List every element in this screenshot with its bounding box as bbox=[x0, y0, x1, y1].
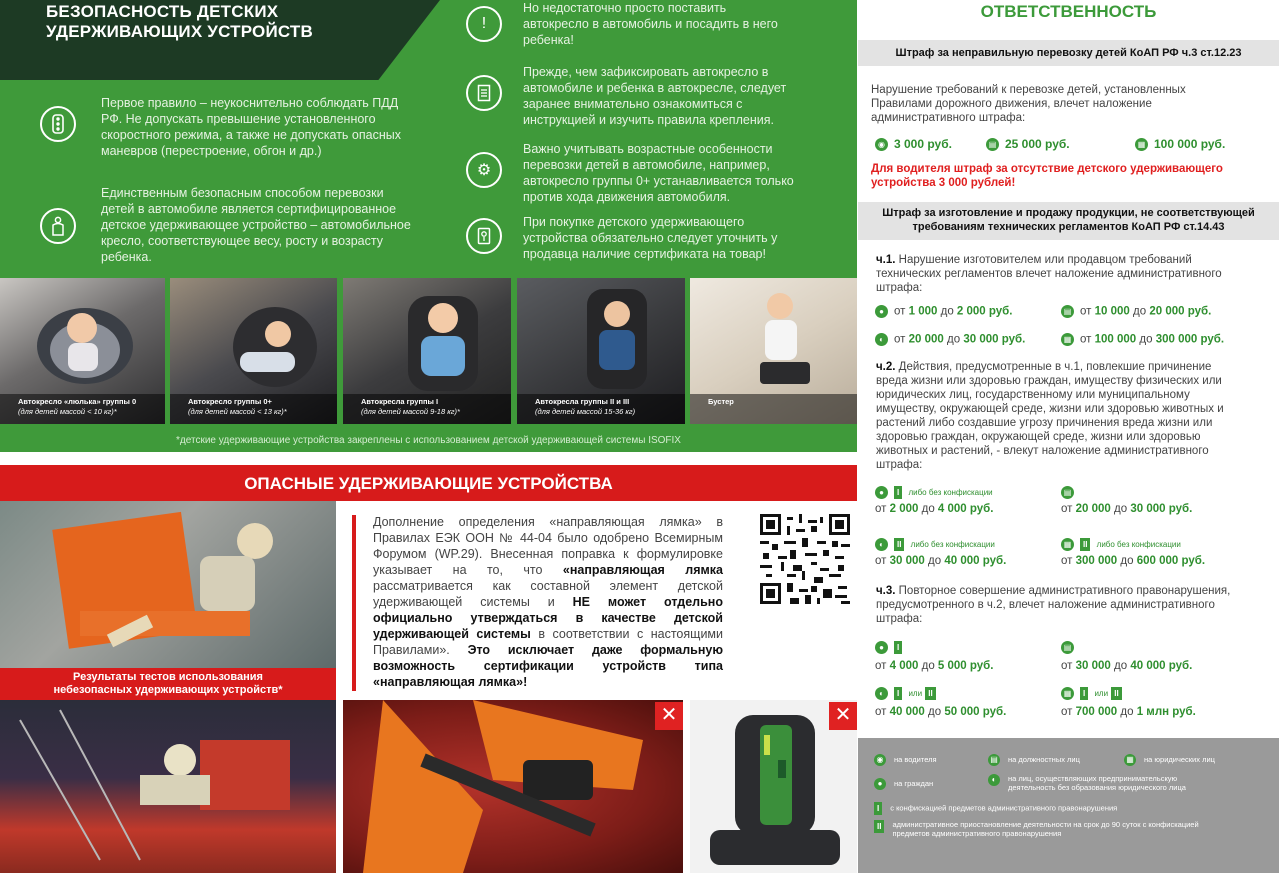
c1-fine-officials: ▤ от 10 000 до 20 000 руб. bbox=[1061, 305, 1211, 318]
seat-photo-group0plus bbox=[170, 278, 337, 424]
danger-title: ОПАСНЫЕ УДЕРЖИВАЮЩИЕ УСТРОЙСТВА bbox=[0, 465, 857, 501]
legend-confiscation: I с конфискацией предметов административного правонарушения bbox=[874, 802, 1117, 815]
legend-driver: ◉ на водителя bbox=[874, 754, 937, 766]
briefcase-icon: ▤ bbox=[986, 138, 999, 151]
c3-badge-entrepreneurs: ◐ I или II bbox=[875, 687, 939, 700]
briefcase-icon: ▤ bbox=[1061, 641, 1074, 654]
fine-strip-14-43: Штраф за изготовление и продажу продукции, не соответствующей требованиям технических регламентов КоАП РФ ст.14.43 bbox=[858, 202, 1279, 240]
safety-title-line-2: УДЕРЖИВАЮЩИХ УСТРОЙСТВ bbox=[46, 22, 313, 41]
safety-title bbox=[46, 2, 313, 42]
rule-paragraph-5: Важно учитывать возрастные особенности перевозки детей в автомобиле, например, автокресло группы 0+ устанавливается только против хода движения автомобиля. bbox=[523, 142, 794, 204]
c2-fine-officials: от 20 000 до 30 000 руб. bbox=[1061, 503, 1193, 515]
driver-warning: Для водителя штраф за отсутствие детского удерживающего устройства 3 000 рублей! bbox=[871, 163, 1223, 189]
c1-fine-legal: ▦ от 100 000 до 300 000 руб. bbox=[1061, 333, 1224, 346]
legend-suspension: II административное приостановление деятельности на срок до 90 суток с конфискацией предметов административного правонарушения bbox=[874, 820, 1234, 838]
steering-wheel-icon: ◉ bbox=[874, 754, 886, 766]
responsibility-title: ОТВЕТСТВЕННОСТЬ bbox=[980, 2, 1157, 21]
c3-badge-legal: ▦ I или II bbox=[1061, 687, 1125, 700]
exclamation-icon: ! bbox=[466, 6, 502, 42]
person-icon: ● bbox=[875, 641, 888, 654]
fine-strip-12-23: Штраф за неправильную перевозку детей КоАП РФ ч.3 ст.12.23 bbox=[858, 40, 1279, 66]
certificate-icon bbox=[466, 218, 502, 254]
rule-paragraph-2: Единственным безопасным способом перевозки детей в автомобиле является сертифицированное детское удерживающее устройство – автомобильное кресло, соответствующее весу, росту и возрасту ребенка. bbox=[101, 186, 411, 264]
seat-caption: Бустер bbox=[690, 394, 857, 424]
c2-fine-legal: от 300 000 до 600 000 руб. bbox=[1061, 555, 1206, 567]
briefcase-icon: ▤ bbox=[1061, 486, 1074, 499]
seat-caption: Автокресло «люлька» группы 0 (для детей массой < 10 кг)* bbox=[0, 394, 165, 424]
c3-fine-legal: от 700 000 до 1 млн руб. bbox=[1061, 706, 1196, 718]
accent-line bbox=[352, 515, 356, 691]
c1-fine-entrepreneurs: ◐ от 20 000 до 30 000 руб. bbox=[875, 333, 1025, 346]
entrepreneur-icon: ◐ bbox=[875, 333, 888, 346]
rule-paragraph-4: Прежде, чем зафиксировать автокресло в автомобиле и ребенка в автокресле, следует заранее внимательно ознакомиться с инструкцией и изучить правила крепления. bbox=[523, 65, 787, 127]
legend-entrepreneurs: ◐ на лиц, осуществляющих предпринимательскую деятельность без образования юридического лица bbox=[988, 774, 1218, 792]
c2-fine-citizens: от 2 000 до 4 000 руб. bbox=[875, 503, 994, 515]
instruction-icon bbox=[466, 75, 502, 111]
building-icon: ▦ bbox=[1061, 538, 1074, 551]
part-1-text: ч.1. Нарушение изготовителем или продавцом требований технических регламентов влечет наложение административного штрафа: bbox=[876, 254, 1222, 294]
close-icon[interactable]: ✕ bbox=[829, 702, 857, 730]
building-icon: ▦ bbox=[1135, 138, 1148, 151]
c2-badge-legal: ▦ II либо без конфискации bbox=[1061, 538, 1181, 551]
c3-badge-citizens: ● I bbox=[875, 641, 905, 654]
fine-legal: ▦ 100 000 руб. bbox=[1135, 137, 1225, 151]
traffic-light-icon bbox=[40, 106, 76, 142]
seat-photos bbox=[0, 278, 857, 432]
crash-test-caption: Результаты тестов использования небезопасных удерживающих устройств* bbox=[0, 668, 336, 700]
seat-caption: Автокресла группы I (для детей массой 9-18 кг)* bbox=[343, 394, 511, 424]
c2-badge-entrepreneurs: ◐ II либо без конфискации bbox=[875, 538, 995, 551]
part-2-text: ч.2. Действия, предусмотренные в ч.1, повлекшие причинение вреда жизни или здоровью граждан, имуществу физических или юридических лиц, государственному или муниципальному имуществу, окружающей среде, жизни или здоровью животных и растений либо создавшие угрозу причинения вреда жизни или здоровью граждан, окружающей среде, жизни или здоровью животных и растений, - влекут наложение административного штрафа: bbox=[876, 361, 1224, 471]
part-3-text: ч.3. Повторное совершение административного правонарушения, предусмотренного в ч.2, влечет наложение административного штрафа: bbox=[876, 585, 1231, 625]
gears-icon: ⚙ bbox=[466, 152, 502, 188]
rule-paragraph-1: Первое правило – неукоснительно соблюдать ПДД РФ. Не допускать превышение установленного скоростного режима, а также не допускать опасных маневров (перестроение, обгон и др.) bbox=[101, 96, 401, 158]
child-seat-icon bbox=[40, 208, 76, 244]
seat-photo-booster bbox=[690, 278, 857, 424]
fine-driver: ◉ 3 000 руб. bbox=[875, 137, 952, 151]
fine-officials: ▤ 25 000 руб. bbox=[986, 137, 1070, 151]
entrepreneur-icon: ◐ bbox=[875, 687, 888, 700]
c3-fine-officials: от 30 000 до 40 000 руб. bbox=[1061, 660, 1193, 672]
entrepreneur-icon: ◐ bbox=[875, 538, 888, 551]
seat-photo-group2-3 bbox=[517, 278, 685, 424]
seat-caption: Автокресло группы 0+ (для детей массой < 13 кг)* bbox=[170, 394, 337, 424]
isofix-note: *детские удерживающие устройства закреплены с использованием детской удерживающей системы ISOFIX bbox=[176, 435, 681, 446]
legend-citizens: ● на граждан bbox=[874, 778, 933, 790]
briefcase-icon: ▤ bbox=[988, 754, 1000, 766]
seat-photo-group1 bbox=[343, 278, 511, 424]
c3-fine-entrepreneurs: от 40 000 до 50 000 руб. bbox=[875, 706, 1007, 718]
building-icon: ▦ bbox=[1061, 687, 1074, 700]
building-icon: ▦ bbox=[1124, 754, 1136, 766]
close-icon[interactable]: ✕ bbox=[655, 702, 683, 730]
legend-legal: ▦ на юридических лиц bbox=[1124, 754, 1215, 766]
c1-fine-citizens: ● от 1 000 до 2 000 руб. bbox=[875, 305, 1012, 318]
rule-paragraph-6: При покупке детского удерживающего устройства обязательно следует уточнить у продавца наличие сертификата на товар! bbox=[523, 215, 778, 261]
legend-officials: ▤ на должностных лиц bbox=[988, 754, 1080, 766]
crash-test-photo-1 bbox=[0, 501, 336, 668]
person-icon: ● bbox=[874, 778, 886, 790]
person-icon: ● bbox=[875, 305, 888, 318]
briefcase-icon: ▤ bbox=[1061, 305, 1074, 318]
c3-fine-citizens: от 4 000 до 5 000 руб. bbox=[875, 660, 994, 672]
entrepreneur-icon: ◐ bbox=[988, 774, 1000, 786]
c3-badge-officials bbox=[1061, 641, 1080, 654]
building-icon: ▦ bbox=[1061, 333, 1074, 346]
steering-wheel-icon: ◉ bbox=[875, 138, 888, 151]
c2-badge-officials bbox=[1061, 486, 1080, 499]
c2-badge-citizens: ● I либо без конфискации bbox=[875, 486, 993, 499]
fine-description-1: Нарушение требований к перевозке детей, установленных Правилами дорожного движения, влечет наложение административного штрафа: bbox=[871, 84, 1186, 124]
crash-test-photo-2 bbox=[0, 700, 336, 873]
rule-paragraph-3: Но недостаточно просто поставить автокресло в автомобиль и посадить в него ребенка! bbox=[523, 1, 778, 47]
qr-code[interactable] bbox=[760, 514, 850, 604]
harness-description: Дополнение определения «направляющая лямка» в Правилах ЕЭК ООН № 44-04 было одобрено Всемирным Форумом (WP.29). Внесенная поправка к формулировке указывает на то, что «направляющая лямка рассматривается как составной элемент детской удерживающей системы и НЕ может отдельно официально утверждаться в качестве детской удерживающей системы в соответствии с настоящими Правилами». Это исключает даже формальную возможность сертификации устройств типа «направляющая лямка»! bbox=[373, 515, 723, 689]
seat-caption: Автокресла группы II и III (для детей массой 15-36 кг) bbox=[517, 394, 685, 424]
safety-title-line-1: БЕЗОПАСНОСТЬ ДЕТСКИХ bbox=[46, 2, 279, 21]
c2-fine-entrepreneurs: от 30 000 до 40 000 руб. bbox=[875, 555, 1007, 567]
icon-legend bbox=[858, 738, 1279, 873]
harness-photo-red-seat bbox=[343, 700, 683, 873]
seat-photo-carrycot bbox=[0, 278, 165, 424]
person-icon: ● bbox=[875, 486, 888, 499]
